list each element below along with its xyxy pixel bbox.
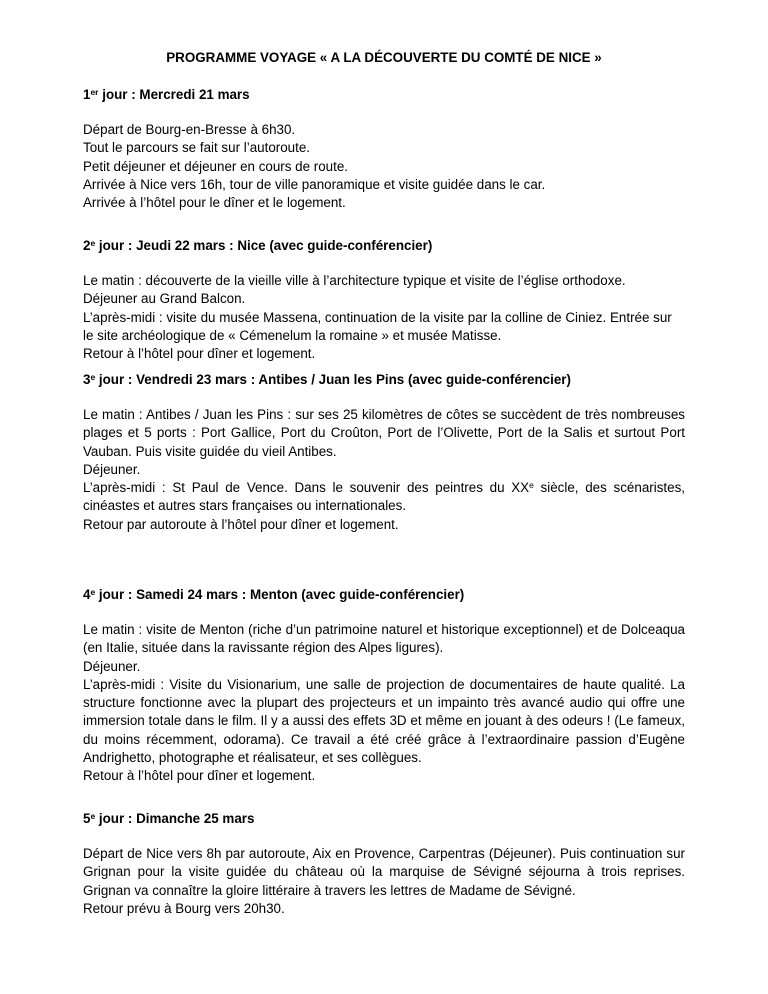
day-4-heading-text: jour : Samedi 24 mars : Menton (avec guide-conférencier): [95, 587, 465, 602]
day-3-ordinal: e: [90, 372, 96, 382]
day-5-line: Départ de Nice vers 8h par autoroute, Aix en Provence, Carpentras (Déjeuner). Puis continuation sur Grignan pour la visite guidée du château où la marquise de Sévigné séjourna à trois reprises. Grignan va connaître la gloire littéraire à travers les lettres de Madame de Sévigné.: [83, 846, 685, 898]
day-5-heading-text: jour : Dimanche 25 mars: [95, 811, 255, 826]
day-2-section: [83, 237, 685, 363]
day-4-line: Retour à l’hôtel pour dîner et logement.: [83, 768, 316, 784]
day-1-line: Petit déjeuner et déjeuner en cours de route.: [83, 158, 349, 174]
day-4-ordinal: e: [90, 587, 96, 597]
day-3-number: 3: [83, 372, 91, 387]
day-1-section: [83, 86, 685, 212]
day-4-line: Le matin : visite de Menton (riche d’un patrimoine naturel et historique exceptionnel) et de Dolceaqua (en Italie, située dans la ravissante région des Alpes ligures).: [83, 622, 685, 656]
day-2-number: 2: [83, 238, 91, 253]
day-1-number: 1: [83, 87, 91, 102]
day-1-line: Départ de Bourg-en-Bresse à 6h30.: [83, 122, 296, 137]
day-5-heading: [83, 810, 685, 828]
day-1-line: Tout le parcours se fait sur l’autoroute.: [83, 140, 311, 156]
day-2-line: Déjeuner au Grand Balcon.: [83, 291, 246, 307]
day-3-line: Déjeuner.: [83, 461, 141, 477]
day-2-heading: [83, 237, 685, 255]
day-1-heading-text: jour : Mercredi 21 mars: [98, 87, 250, 102]
day-2-line: Le matin : découverte de la vieille ville à l’architecture typique et visite de l’église orthodoxe.: [83, 273, 626, 288]
day-1-heading: [83, 86, 685, 104]
day-2-line: L’après-midi : visite du musée Massena, continuation de la visite par la colline de Ciniez. Entrée sur le site archéologique de « Cémenelum la romaine » et musée Matisse.: [83, 309, 672, 343]
day-3-line-afternoon: L’après-midi : St Paul de Vence. Dans le souvenir des peintres du XXe siècle, des scénaristes, cinéastes et autres stars françaises ou internationales.: [83, 480, 685, 514]
day-1-line: Arrivée à l’hôtel pour le dîner et le logement.: [83, 195, 346, 211]
day-2-line: Retour à l’hôtel pour dîner et logement.: [83, 346, 316, 362]
day-4-number: 4: [83, 587, 91, 602]
day-4-section: [83, 586, 685, 786]
day-3-section: [83, 371, 685, 534]
day-3-heading-text: jour : Vendredi 23 mars : Antibes / Juan les Pins (avec guide-conférencier): [95, 372, 571, 387]
day-5-ordinal: e: [90, 811, 96, 821]
day-4-heading: [83, 586, 685, 604]
day-5-line: Retour prévu à Bourg vers 20h30.: [83, 900, 285, 916]
day-4-line: L’après-midi : Visite du Visionarium, une salle de projection de documentaires de haute qualité. La structure fonctionne avec la plupart des projecteurs et un impainto très avancé audio qui offre une immersion totale dans le film. Il y a aussi des effets 3D et même en jouant à des odeurs ! (Le fameux, du moins récemment, odorama). Ce travail a été créé grâce à l’extraordinaire passion d’Eugène Andrighetto, photographe et réalisateur, et ses collègues.: [83, 676, 685, 766]
day-3-heading: [83, 371, 685, 389]
day-3-line: Retour par autoroute à l’hôtel pour dîner et logement.: [83, 516, 399, 532]
day-5-number: 5: [83, 811, 91, 826]
page-title: PROGRAMME VOYAGE « A LA DÉCOUVERTE DU COMTÉ DE NICE »: [166, 50, 602, 65]
day-2-heading-text: jour : Jeudi 22 mars : Nice (avec guide-conférencier): [95, 238, 433, 253]
day-5-section: [83, 810, 685, 918]
day-3-line: Le matin : Antibes / Juan les Pins : sur ses 25 kilomètres de côtes se succèdent de très nombreuses plages et 5 ports : Port Gallice, Port du Croûton, Port de l’Olivette, Port de la Salis et surtout Port Vauban. Puis visite guidée du vieil Antibes.: [83, 407, 685, 459]
day-2-ordinal: e: [90, 238, 96, 248]
day-1-ordinal: er: [90, 87, 99, 97]
day-1-line: Arrivée à Nice vers 16h, tour de ville panoramique et visite guidée dans le car.: [83, 176, 546, 192]
day-4-line: Déjeuner.: [83, 658, 141, 674]
